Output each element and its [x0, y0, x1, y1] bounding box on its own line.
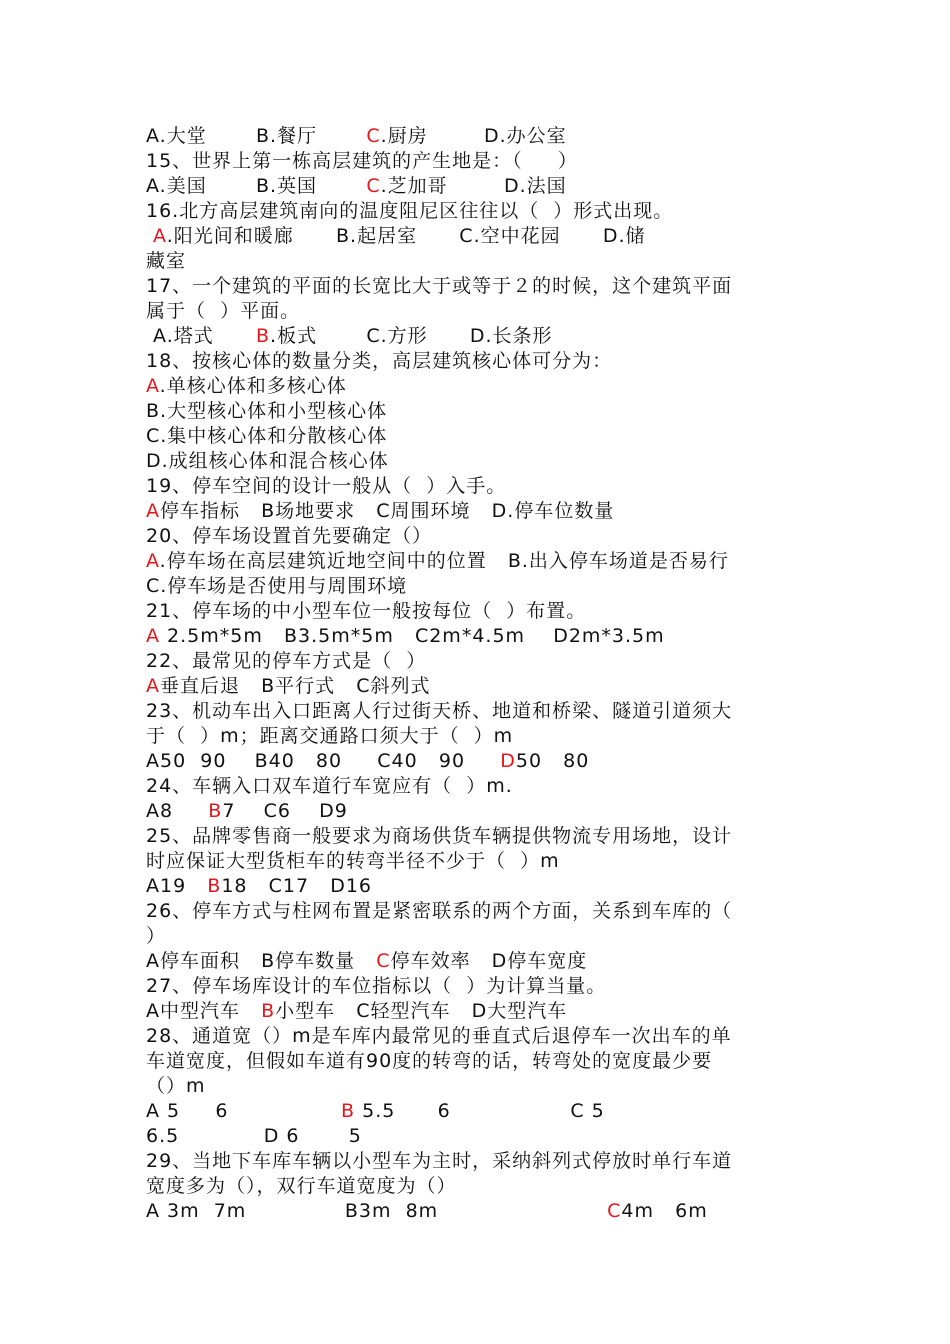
text-segment: ）: [146, 925, 167, 947]
text-line: [146, 299, 300, 323]
text-line: [146, 224, 646, 248]
text-line: [146, 374, 347, 398]
text-segment: 车道宽度，但假如车道有90度的转弯的话，转弯处的宽度最少要: [146, 1050, 713, 1072]
answer-letter: C: [607, 1200, 622, 1222]
text-line: [146, 524, 432, 548]
text-segment: .阳光间和暖廊 B.起居室 C.空中花园 D.储: [166, 225, 646, 247]
text-segment: D.成组核心体和混合核心体: [146, 450, 389, 472]
text-line: [146, 874, 372, 898]
text-line: [146, 349, 612, 373]
answer-letter: A: [146, 675, 160, 697]
text-segment: [146, 225, 153, 247]
text-segment: 17、一个建筑的平面的长宽比大于或等于２的时候，这个建筑平面: [146, 275, 733, 297]
text-line: [146, 724, 513, 748]
text-segment: 停车效率 D停车宽度: [390, 950, 588, 972]
text-segment: 23、机动车出入口距离人行过街天桥、地道和桥梁、隧道引道须大: [146, 700, 733, 722]
text-line: [146, 1074, 206, 1098]
text-line: [146, 424, 387, 448]
text-line: [146, 699, 732, 723]
answer-letter: D: [500, 750, 516, 772]
text-line: [146, 449, 389, 473]
text-segment: 50 80: [515, 750, 590, 772]
text-line: [146, 499, 614, 523]
text-line: [146, 574, 407, 598]
answer-letter: B: [341, 1100, 356, 1122]
text-segment: B.大型核心体和小型核心体: [146, 400, 388, 422]
text-line: [146, 674, 431, 698]
text-line: [146, 1124, 362, 1148]
text-line: [146, 174, 567, 198]
text-line: [146, 599, 586, 623]
text-segment: .板式 C.方形 D.长条形: [270, 325, 553, 347]
text-line: [146, 324, 553, 348]
text-segment: 2.5m*5m B3.5m*5m C2m*4.5m D2m*3.5m: [160, 625, 665, 647]
text-segment: 时应保证大型货柜车的转弯半径不少于（ ）m: [146, 850, 560, 872]
text-segment: C.停车场是否使用与周围环境: [146, 575, 408, 597]
text-segment: A50 90 B40 80 C40 90: [146, 750, 501, 772]
text-line: [146, 774, 513, 798]
text-line: [146, 149, 578, 173]
text-segment: 宽度多为（），双行车道宽度为（）: [146, 1175, 457, 1197]
text-segment: A停车面积 B停车数量: [146, 950, 377, 972]
text-line: [146, 749, 589, 773]
text-segment: .停车场在高层建筑近地空间中的位置 B.出入停车场道是否易行: [159, 550, 729, 572]
answer-letter: B: [207, 875, 222, 897]
answer-letter: B: [208, 800, 223, 822]
text-segment: A 5 6: [146, 1100, 342, 1122]
text-segment: 26、停车方式与柱网布置是紧密联系的两个方面，关系到车库的（: [146, 900, 733, 922]
text-segment: 24、车辆入口双车道行车宽应有（ ）m.: [146, 775, 513, 797]
text-line: [146, 249, 186, 273]
text-segment: .芝加哥 D.法国: [380, 175, 567, 197]
answer-letter: B: [255, 325, 271, 347]
answer-letter: B: [261, 1000, 276, 1022]
text-line: [146, 1199, 708, 1223]
text-segment: 21、停车场的中小型车位一般按每位（ ）布置。: [146, 600, 587, 622]
text-segment: 19、停车空间的设计一般从（ ）入手。: [146, 475, 507, 497]
text-line: [146, 974, 606, 998]
text-line: [146, 124, 567, 148]
text-line: [146, 399, 387, 423]
answer-letter: A: [153, 225, 167, 247]
text-line: [146, 549, 729, 573]
text-line: [146, 999, 567, 1023]
text-segment: 停车指标 B场地要求 C周围环境 D.停车位数量: [160, 500, 615, 522]
text-segment: A8: [146, 800, 209, 822]
answer-letter: A: [146, 500, 160, 522]
text-segment: 4m 6m: [621, 1200, 708, 1222]
text-segment: 小型车 C轻型汽车 D大型汽车: [275, 1000, 568, 1022]
text-line: [146, 1149, 732, 1173]
text-line: [146, 624, 665, 648]
text-segment: 29、当地下车库车辆以小型车为主时，采纳斜列式停放时单行车道: [146, 1150, 733, 1172]
answer-letter: C: [376, 950, 391, 972]
text-segment: 7 C6 D9: [222, 800, 348, 822]
text-line: [146, 1024, 732, 1048]
answer-letter: C: [366, 125, 381, 147]
text-line: [146, 274, 732, 298]
text-segment: A中型汽车: [146, 1000, 262, 1022]
text-segment: 于（ ）m；距离交通路口须大于（ ）m: [146, 725, 514, 747]
text-segment: A.大堂 B.餐厅: [146, 125, 367, 147]
answer-letter: A: [146, 625, 160, 647]
text-segment: 27、停车场库设计的车位指标以（ ）为计算当量。: [146, 975, 607, 997]
answer-letter: A: [146, 550, 160, 572]
text-line: [146, 1099, 605, 1123]
text-segment: 20、停车场设置首先要确定（）: [146, 525, 433, 547]
text-line: [146, 924, 166, 948]
text-segment: A.美国 B.英国: [146, 175, 367, 197]
text-segment: 5.5 6 C 5: [355, 1100, 605, 1122]
text-segment: 18 C17 D16: [221, 875, 373, 897]
text-segment: 22、最常见的停车方式是（ ）: [146, 650, 427, 672]
text-line: [146, 949, 587, 973]
text-segment: A19: [146, 875, 208, 897]
text-segment: 18、按核心体的数量分类，高层建筑核心体可分为：: [146, 350, 613, 372]
text-segment: 6.5 D 6 5: [146, 1125, 362, 1147]
text-line: [146, 199, 673, 223]
text-segment: （）m: [146, 1075, 206, 1097]
text-segment: .单核心体和多核心体: [159, 375, 347, 397]
text-segment: 28、通道宽（）m是车库内最常见的垂直式后退停车一次出车的单: [146, 1025, 732, 1047]
text-line: [146, 799, 348, 823]
text-segment: 藏室: [146, 250, 187, 272]
answer-letter: C: [366, 175, 381, 197]
text-segment: 15、世界上第一栋高层建筑的产生地是：（ ）: [146, 150, 578, 172]
text-line: [146, 474, 506, 498]
text-line: [146, 899, 732, 923]
text-segment: A 3m 7m B3m 8m: [146, 1200, 608, 1222]
text-line: [146, 849, 560, 873]
text-segment: 16.北方高层建筑南向的温度阻尼区往往以（ ）形式出现。: [146, 200, 674, 222]
text-line: [146, 649, 426, 673]
answer-letter: A: [146, 375, 160, 397]
text-segment: C.集中核心体和分散核心体: [146, 425, 388, 447]
text-line: [146, 824, 732, 848]
text-line: [146, 1049, 712, 1073]
text-segment: .厨房 D.办公室: [380, 125, 567, 147]
text-segment: 垂直后退 B平行式 C斜列式: [160, 675, 431, 697]
text-segment: 属于（ ）平面。: [146, 300, 301, 322]
text-segment: A.塔式: [146, 325, 256, 347]
text-segment: 25、品牌零售商一般要求为商场供货车辆提供物流专用场地，设计: [146, 825, 733, 847]
text-line: [146, 1174, 457, 1198]
